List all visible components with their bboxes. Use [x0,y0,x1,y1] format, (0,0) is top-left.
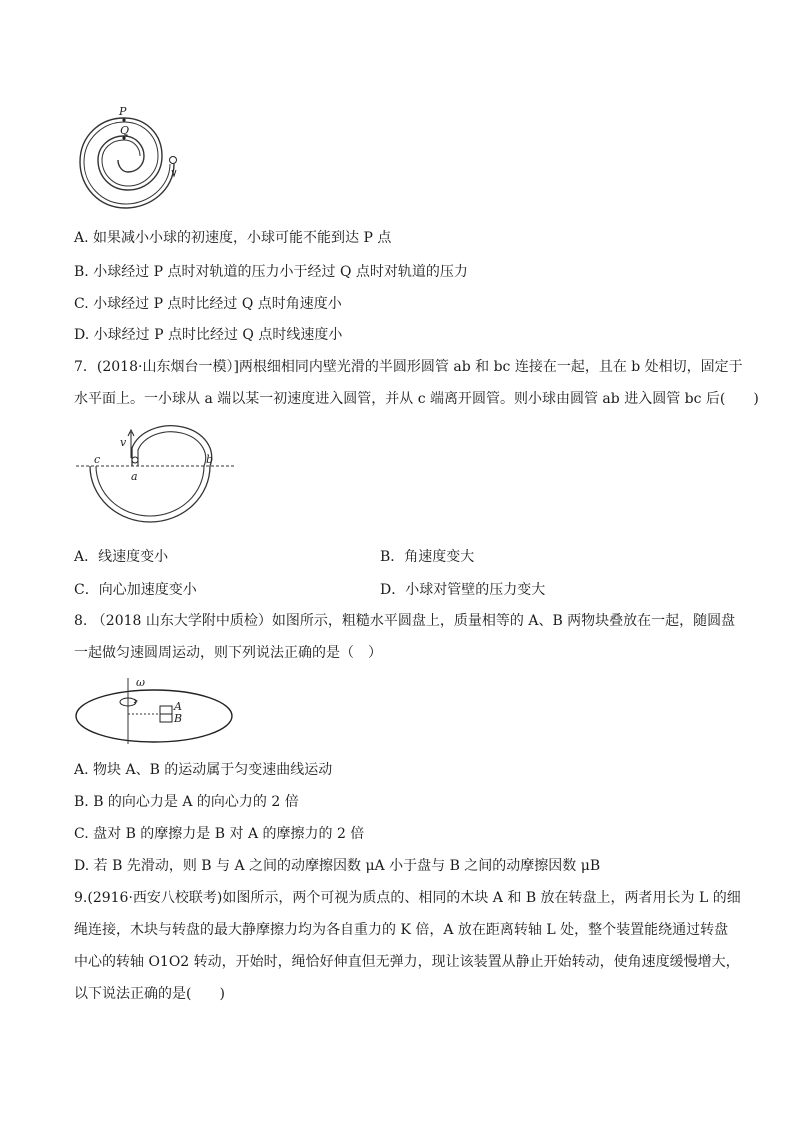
ball-icon [132,457,138,463]
q9-stem-line4: 以下说法正确的是( ) [74,986,225,1002]
q7-option-a: A．线速度变小 [74,549,169,565]
tube-bc-outer [90,466,210,522]
q9-stem-line3: 中心的转轴 O1O2 转动，开始时，绳恰好伸直但无弹力，现让该装置从静止开始转动，使角速度缓慢增大， [74,954,740,970]
q6-option-a: A. 如果减小小球的初速度，小球可能不能到达 P 点 [74,230,392,246]
label-b: b [206,453,214,466]
tube-bc-inner [96,466,204,516]
tube-ab-inner [138,432,206,466]
label-c: c [94,453,101,466]
q8-stem-line1: 8. （2018 山东大学附中质检）如图所示，粗糙水平圆盘上，质量相等的 A、B 两物块叠放在一起，随圆盘 [74,613,736,629]
label-a: a [131,470,138,483]
label-b: B [174,712,183,725]
q8-option-c: C. 盘对 B 的摩擦力是 B 对 A 的摩擦力的 2 倍 [74,826,365,842]
q7-stem-line2: 水平面上。一小球从 a 端以某一初速度进入圆管，并从 c 端离开圆管。则小球由圆管 ab 进入圆管 bc 后( ) [74,391,759,407]
q8-option-b: B. B 的向心力是 A 的向心力的 2 倍 [74,794,299,810]
disk-figure [74,672,234,752]
point-p-marker [122,118,125,121]
q8-stem-line2: 一起做匀速圆周运动，则下列说法正确的是（ ） [74,645,382,661]
q7-option-b: B．角速度变大 [380,549,475,565]
label-omega: ω [136,676,145,689]
label-a: A [174,700,182,713]
q9-stem-line2: 绳连接，木块与转盘的最大静摩擦力均为各自重力的 K 倍，A 放在距离转轴 L 处，整个装置能绕通过转盘 [74,922,729,938]
tube-figure [76,418,236,528]
spiral-track-figure [76,105,196,218]
q6-option-b: B. 小球经过 P 点时对轨道的压力小于经过 Q 点时对轨道的压力 [74,264,468,280]
label-q: Q [120,124,130,137]
q9-stem-line1: 9.(2916·西安八校联考)如图所示，两个可视为质点的、相同的木块 A 和 B 放在转盘上，两者用长为 L 的细 [74,890,741,906]
label-v: v [120,436,127,449]
block-a [160,706,172,714]
q8-option-d: D. 若 B 先滑动，则 B 与 A 之间的动摩擦因数 μA 小于盘与 B 之间的动摩擦因数 μB [74,858,601,874]
q8-option-a: A. 物块 A、B 的运动属于匀变速曲线运动 [74,762,333,778]
q6-option-d: D. 小球经过 P 点时比经过 Q 点时线速度小 [74,327,343,343]
q7-option-c: C．向心加速度变小 [74,582,197,598]
q7-stem-line1: 7．(2018·山东烟台一模）]两根细相同内壁光滑的半圆形圆管 ab 和 bc 连接在一起，且在 b 处相切，固定于 [74,359,743,375]
block-b [160,714,172,722]
disk-ellipse [76,690,232,742]
q6-option-c: C. 小球经过 P 点时比经过 Q 点时角速度小 [74,296,342,312]
q7-option-d: D．小球对管壁的压力变大 [380,582,546,598]
ball-icon [170,157,177,164]
label-p: P [119,105,127,118]
